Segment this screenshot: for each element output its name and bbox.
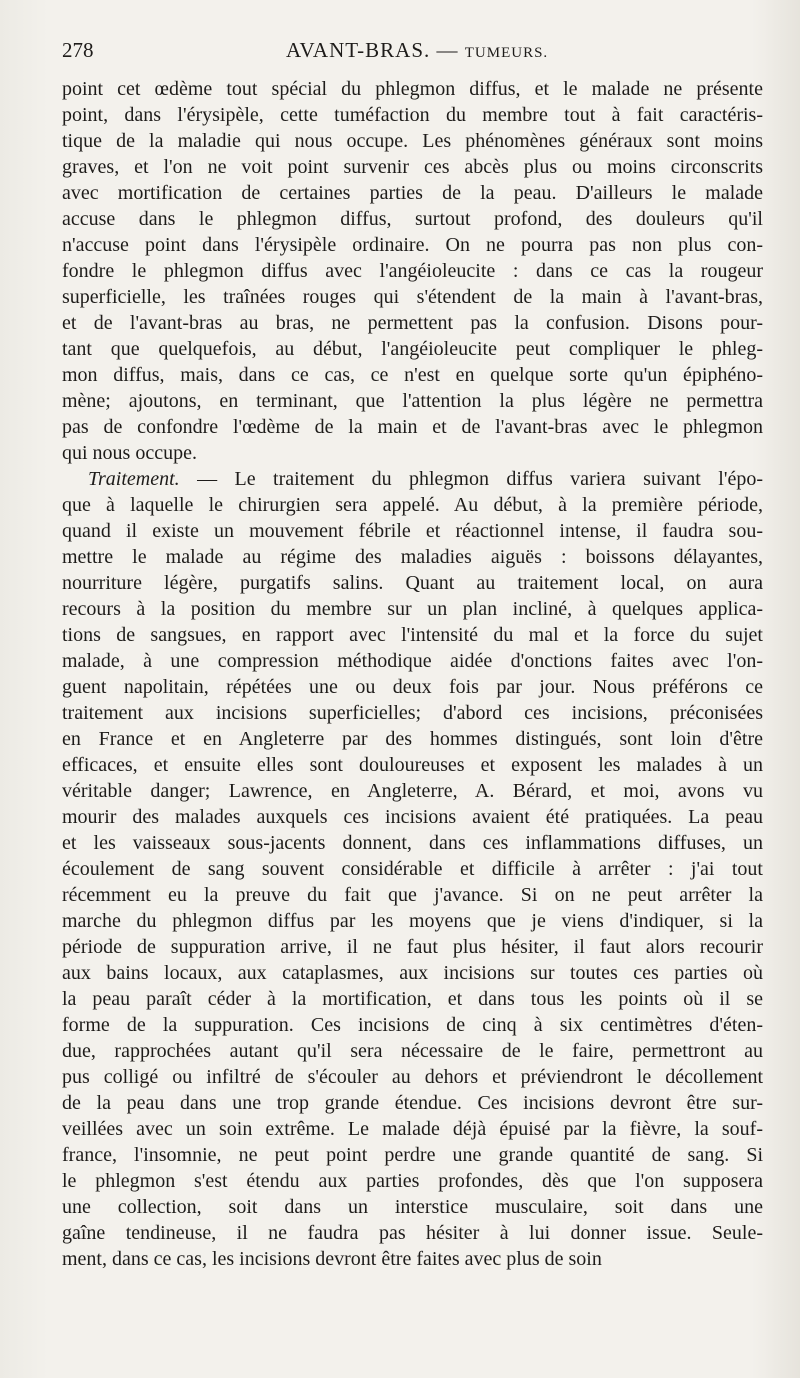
- text-line: graves, et l'on ne voit point survenir ces abcès plus ou moins circonscrits: [62, 156, 763, 178]
- body-text: [62, 76, 763, 1272]
- paragraph-diagnosis: [62, 76, 763, 466]
- text-line: ment, dans ce cas, les incisions devront être faites avec plus de soin: [62, 1248, 602, 1270]
- text-line: écoulement de sang souvent considérable et difficile à arrêter : j'ai tout: [62, 858, 763, 880]
- text-line: n'accuse point dans l'érysipèle ordinaire. On ne pourra pas non plus con-: [62, 234, 763, 256]
- paragraph-treatment: [62, 466, 763, 1272]
- text-line: quand il existe un mouvement fébrile et réactionnel intense, il faudra sou-: [62, 520, 763, 542]
- text-line: france, l'insomnie, ne peut point perdre une grande quantité de sang. Si: [62, 1144, 763, 1166]
- text-line: efficaces, et ensuite elles sont douloureuses et exposent les malades à un: [62, 754, 763, 776]
- text-line: le phlegmon s'est étendu aux parties profondes, dès que l'on supposera: [62, 1170, 763, 1192]
- text-line: accuse dans le phlegmon diffus, surtout profond, des douleurs qu'il: [62, 208, 763, 230]
- text-line: et de l'avant-bras au bras, ne permettent pas la confusion. Disons pour-: [62, 312, 763, 334]
- text-line: malade, à une compression méthodique aidée d'onctions faites avec l'on-: [62, 650, 763, 672]
- text-line: marche du phlegmon diffus par les moyens que je viens d'indiquer, si la: [62, 910, 763, 932]
- section-heading: Traitement.: [88, 468, 180, 490]
- text-line: due, rapprochées autant qu'il sera nécessaire de le faire, permettront au: [62, 1040, 763, 1062]
- text-line: guent napolitain, répétées une ou deux fois par jour. Nous préférons ce: [62, 676, 763, 698]
- text-line: traitement aux incisions superficielles; d'abord ces incisions, préconisées: [62, 702, 763, 724]
- text-line: point, dans l'érysipèle, cette tuméfaction du membre tout à fait caractéris-: [62, 104, 763, 126]
- page-header: [62, 38, 762, 68]
- text-line: que à laquelle le chirurgien sera appelé. Au début, à la première période,: [62, 494, 763, 516]
- text-line: la peau paraît céder à la mortification, et dans tous les points où il se: [62, 988, 763, 1010]
- text-line: nourriture légère, purgatifs salins. Quant au traitement local, on aura: [62, 572, 763, 594]
- text-line: pus colligé ou infiltré de s'écouler au dehors et préviendront le décollement: [62, 1066, 763, 1088]
- text-line: tions de sangsues, en rapport avec l'intensité du mal et la force du sujet: [62, 624, 763, 646]
- text-line: aux bains locaux, aux cataplasmes, aux incisions sur toutes ces parties où: [62, 962, 763, 984]
- running-dash: —: [436, 38, 459, 62]
- text-line: tant que quelquefois, au début, l'angéioleucite peut compliquer le phleg-: [62, 338, 763, 360]
- text-line: en France et en Angleterre par des hommes distingués, sont loin d'être: [62, 728, 763, 750]
- text-line: gaîne tendineuse, il ne faudra pas hésiter à lui donner issue. Seule-: [62, 1222, 763, 1244]
- text-line: recours à la position du membre sur un plan incliné, à quelques applica-: [62, 598, 763, 620]
- text-line: forme de la suppuration. Ces incisions de cinq à six centimètres d'éten-: [62, 1014, 763, 1036]
- text-line: avec mortification de certaines parties de la peau. D'ailleurs le malade: [62, 182, 763, 204]
- text-line: fondre le phlegmon diffus avec l'angéioleucite : dans ce cas la rougeur: [62, 260, 763, 282]
- text-line: qui nous occupe.: [62, 442, 197, 464]
- text-line: une collection, soit dans un interstice musculaire, soit dans une: [62, 1196, 763, 1218]
- text-line: superficielle, les traînées rouges qui s'étendent de la main à l'avant-bras,: [62, 286, 763, 308]
- text-line: [62, 466, 763, 492]
- text-line: point cet œdème tout spécial du phlegmon diffus, et le malade ne présente: [62, 78, 763, 100]
- text-line: mourir des malades auxquels ces incisions avaient été pratiquées. La peau: [62, 806, 763, 828]
- text-line: pas de confondre l'œdème de la main et de l'avant-bras avec le phlegmon: [62, 416, 763, 438]
- text-line: période de suppuration arrive, il ne faut plus hésiter, il faut alors recourir: [62, 936, 763, 958]
- text-line: de la peau dans une trop grande étendue. Ces incisions devront être sur-: [62, 1092, 763, 1114]
- text-line: mène; ajoutons, en terminant, que l'attention la plus légère ne permettra: [62, 390, 763, 412]
- text-line: récemment eu la preuve du fait que j'avance. Si on ne peut arrêter la: [62, 884, 763, 906]
- text-line: mon diffus, mais, dans ce cas, ce n'est en quelque sorte qu'un épiphéno-: [62, 364, 763, 386]
- running-title: AVANT-BRAS.: [286, 38, 431, 62]
- running-section: TUMEURS.: [464, 45, 549, 61]
- text-line: véritable danger; Lawrence, en Angleterre, A. Bérard, et moi, avons vu: [62, 780, 763, 802]
- page-number: 278: [62, 38, 94, 62]
- text-line: et les vaisseaux sous-jacents donnent, dans ces inflammations diffuses, un: [62, 832, 763, 854]
- running-head: [286, 38, 548, 63]
- text-line: veillées avec un soin extrême. Le malade déjà épuisé par la fièvre, la souf-: [62, 1118, 763, 1140]
- text-line: mettre le malade au régime des maladies aiguës : boissons délayantes,: [62, 546, 763, 568]
- heading-line-rest: — Le traitement du phlegmon diffus variera suivant l'épo-: [179, 468, 763, 490]
- text-line: tique de la maladie qui nous occupe. Les phénomènes généraux sont moins: [62, 130, 763, 152]
